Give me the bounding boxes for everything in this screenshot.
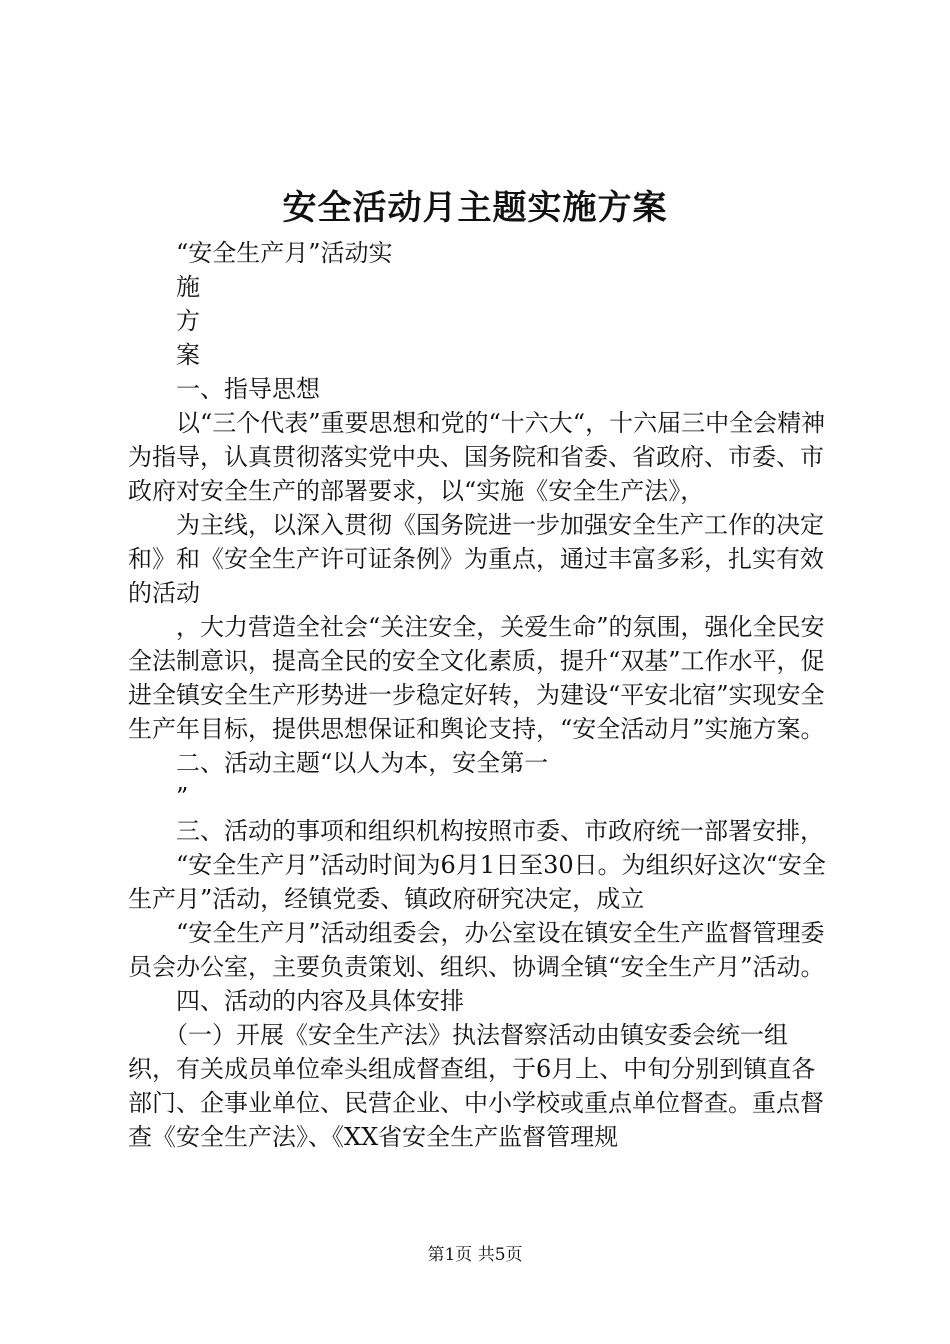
paragraph: 以“三个代表”重要思想和党的“十六大“，十六届三中全会精神为指导，认真贯彻落实党中央、国务院和省委、省政府、市委、市政府对安全生产的部署要求，以“实施《安全生产法》， <box>128 409 826 505</box>
paragraph: “安全生产月”活动实 <box>128 239 393 267</box>
section-heading: 三、活动的事项和组织机构按照市委、市政府统一部署安排， <box>128 817 824 845</box>
page-footer: 第1页 共5页 <box>427 1245 523 1265</box>
paragraph: 为主线，以深入贯彻《国务院进一步加强安全生产工作的决定和》和《安全生产许可证条例》为重点，通过丰富多彩，扎实有效的活动 <box>128 511 824 607</box>
paragraph: ” <box>128 783 189 811</box>
paragraph: “安全生产月”活动时间为6月1日至30日。为组织好这次“安全生产月”活动，经镇党委、镇政府研究决定，成立 <box>128 851 826 913</box>
section-heading: 一、指导思想 <box>128 375 320 403</box>
section-heading: 二、活动主题“以人为本，安全第一 <box>128 749 549 777</box>
paragraph: 案 <box>128 341 200 369</box>
paragraph: 施 <box>128 273 200 301</box>
paragraph: （一）开展《安全生产法》执法督察活动由镇安委会统一组织，有关成员单位牵头组成督查组，于6月上、中旬分别到镇直各部门、企事业单位、民营企业、中小学校或重点单位督查。重点督查《安全生产法》、《XX省安全生产监督管理规 <box>128 1021 824 1151</box>
paragraph: “安全生产月”活动组委会，办公室设在镇安全生产监督管理委员会办公室，主要负责策划、组织、协调全镇“安全生产月”活动。 <box>128 919 825 981</box>
paragraph: ，大力营造全社会“关注安全，关爱生命”的氛围，强化全民安全法制意识，提高全民的安全文化素质，提升“双基”工作水平，促进全镇安全生产形势进一步稳定好转，为建设“平安北宿”实现安全生产年目标，提供思想保证和舆论支持，“安全活动月”实施方案。 <box>128 613 825 743</box>
document-title: 安全活动月主题实施方案 <box>282 188 668 228</box>
document-body <box>128 236 833 1154</box>
paragraph: 方 <box>128 307 200 335</box>
section-heading: 四、活动的内容及具体安排 <box>128 987 464 1015</box>
